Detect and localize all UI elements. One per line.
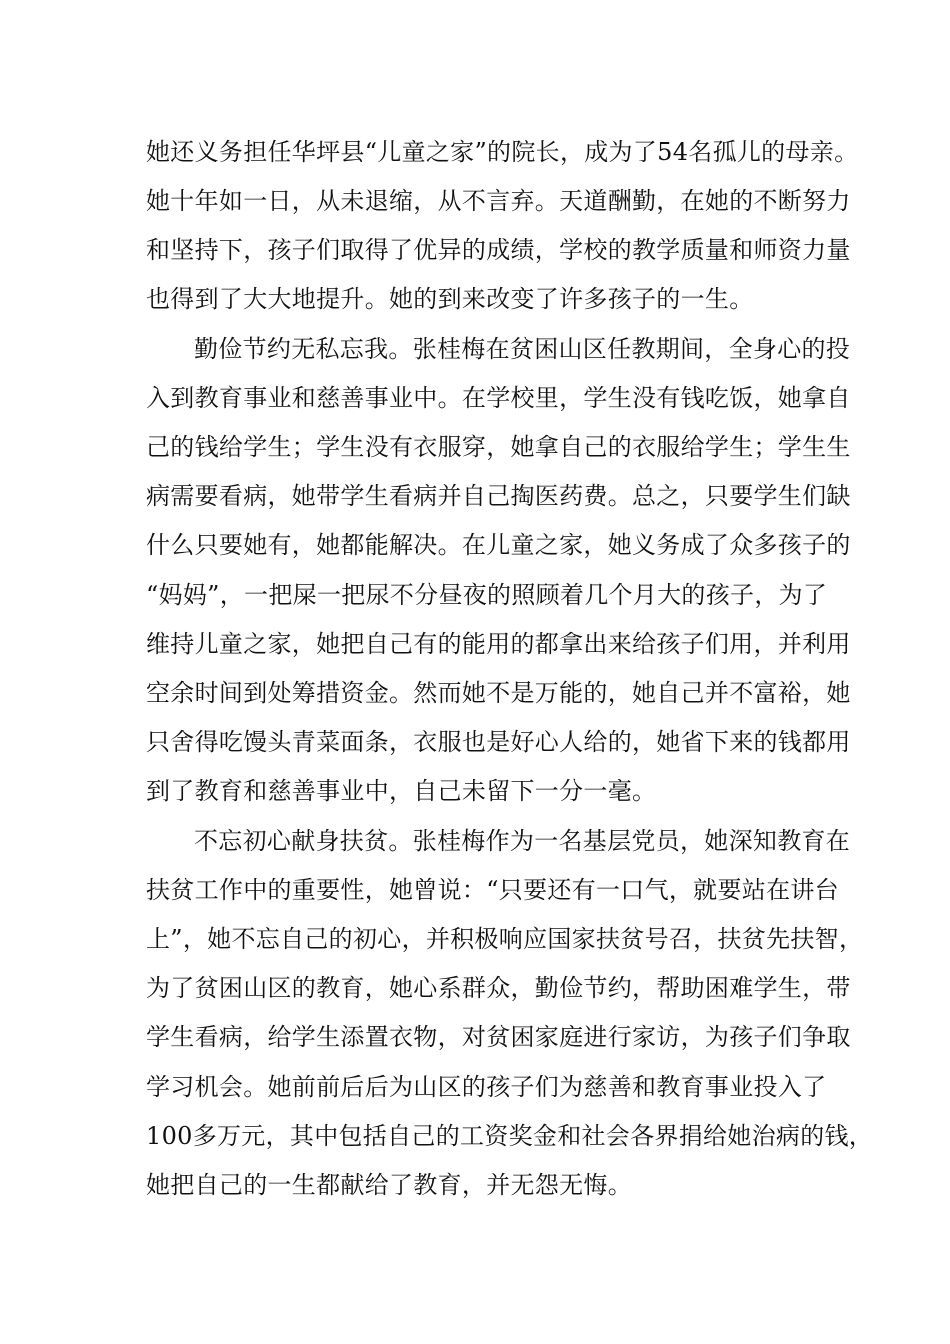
paragraph-2-line-1: 勤俭节约无私忘我。张桂梅在贫困山区任教期间，全身心的投 <box>194 335 851 363</box>
paragraph-2-line-4: 病需要看病，她带学生看病并自己掏医药费。总之，只要学生们缺 <box>146 482 851 510</box>
paragraph-3-line-3: 上”，她不忘自己的初心，并积极响应国家扶贫号召，扶贫先扶智， <box>146 925 864 953</box>
paragraph-2-line-9: 只舍得吃馒头青菜面条，衣服也是好心人给的，她省下来的钱都用 <box>146 728 851 756</box>
paragraph-2-line-7: 维持儿童之家，她把自己有的能用的都拿出来给孩子们用，并利用 <box>146 630 851 658</box>
paragraph-3-line-6: 学习机会。她前前后后为山区的孩子们为慈善和教育事业投入了 <box>146 1073 827 1101</box>
paragraph-1-line-3: 和坚持下，孩子们取得了优异的成绩，学校的教学质量和师资力量 <box>146 236 851 264</box>
paragraph-2-line-3: 己的钱给学生；学生没有衣服穿，她拿自己的衣服给学生；学生生 <box>146 433 851 461</box>
paragraph-2-line-10: 到了教育和慈善事业中，自己未留下一分一毫。 <box>146 777 657 805</box>
paragraph-1-line-2: 她十年如一日，从未退缩，从不言弃。天道酬勤，在她的不断努力 <box>146 187 851 215</box>
paragraph-1-line-1: 她还义务担任华坪县“儿童之家”的院长，成为了54名孤儿的母亲。 <box>146 138 859 166</box>
paragraph-2-line-6: “妈妈”，一把屎一把尿不分昼夜的照顾着几个月大的孩子，为了 <box>146 581 828 609</box>
paragraph-2-line-2: 入到教育事业和慈善事业中。在学校里，学生没有钱吃饭，她拿自 <box>146 384 851 412</box>
paragraph-3-line-5: 学生看病，给学生添置衣物，对贫困家庭进行家访，为孩子们争取 <box>146 1023 851 1051</box>
paragraph-2-line-5: 什么只要她有，她都能解决。在儿童之家，她义务成了众多孩子的 <box>146 531 851 559</box>
paragraph-3-line-1: 不忘初心献身扶贫。张桂梅作为一名基层党员，她深知教育在 <box>194 827 851 855</box>
paragraph-3-line-8: 她把自己的一生都献给了教育，并无怨无悔。 <box>146 1171 632 1199</box>
paragraph-2-line-8: 空余时间到处筹措资金。然而她不是万能的，她自己并不富裕，她 <box>146 679 851 707</box>
paragraph-3-line-4: 为了贫困山区的教育，她心系群众，勤俭节约，帮助困难学生，带 <box>146 974 851 1002</box>
paragraph-3-line-7: 100多万元，其中包括自己的工资奖金和社会各界捐给她治病的钱， <box>146 1122 874 1150</box>
paragraph-3-line-2: 扶贫工作中的重要性，她曾说：“只要还有一口气，就要站在讲台 <box>146 876 839 904</box>
paragraph-1-line-4: 也得到了大大地提升。她的到来改变了许多孩子的一生。 <box>146 285 754 313</box>
